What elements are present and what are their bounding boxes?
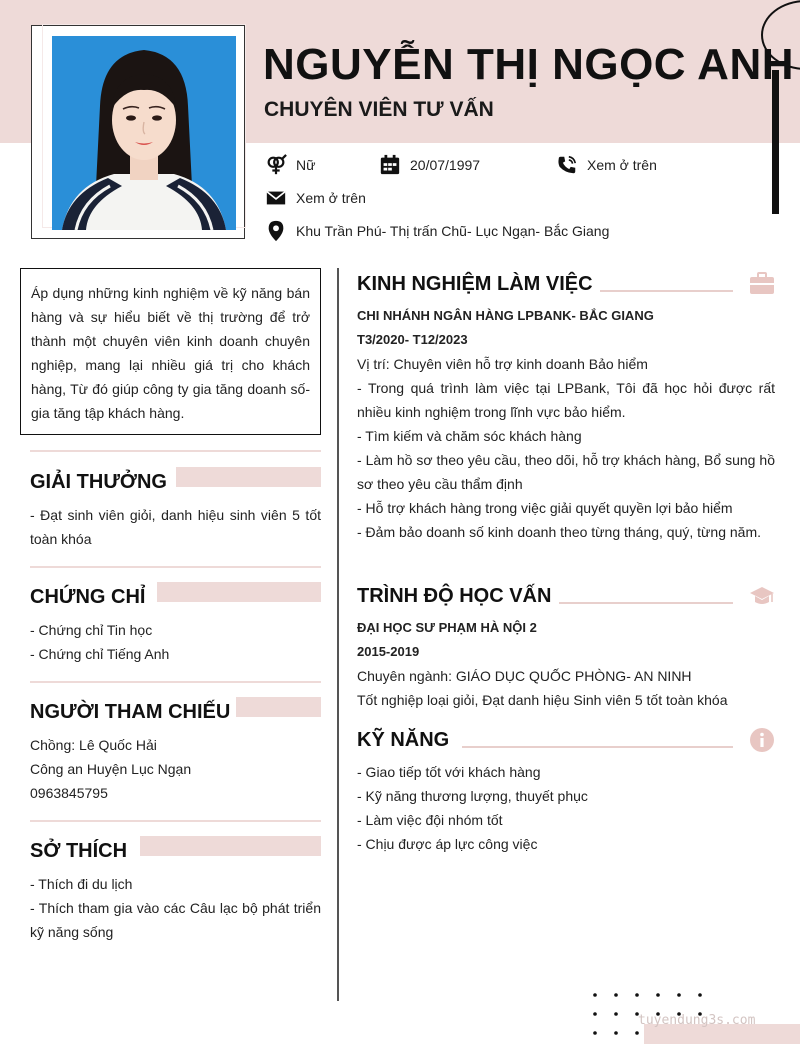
list-item: - Chứng chỉ Tin học — [30, 622, 153, 638]
education-school: ĐẠI HỌC SƯ PHẠM HÀ NỘI 2 — [357, 620, 537, 635]
info-icon — [749, 727, 775, 753]
birthday-row — [379, 154, 480, 176]
certificates-title: CHỨNG CHỈ — [30, 586, 146, 608]
birthday-value: 20/07/1997 — [410, 157, 481, 173]
certificates-list — [30, 618, 321, 666]
calendar-icon — [379, 154, 401, 176]
skill-item: - Chịu được áp lực công việc — [357, 836, 538, 852]
references-title-bar — [236, 697, 321, 717]
list-item: - Thích đi du lịch — [30, 876, 133, 892]
divider — [30, 820, 321, 822]
address-value: Khu Trần Phú- Thị trấn Chũ- Lục Ngạn- Bắc Giang — [296, 223, 610, 239]
gender-value: Nữ — [296, 157, 316, 173]
list-item: - Chứng chỉ Tiếng Anh — [30, 646, 170, 662]
certificates-title-bar — [157, 582, 321, 602]
divider — [30, 566, 321, 568]
portrait-illustration — [52, 36, 236, 230]
hobbies-list — [30, 872, 321, 944]
experience-title-line — [600, 290, 733, 292]
education-details — [357, 664, 775, 712]
phone-icon — [556, 154, 578, 176]
experience-line: - Làm hồ sơ theo yêu cầu, theo dõi, hỗ trợ khách hàng, Bổ sung hồ sơ theo yêu cầu thẩm định — [357, 452, 775, 492]
experience-line: - Tìm kiếm và chăm sóc khách hàng — [357, 428, 582, 444]
experience-company: CHI NHÁNH NGÂN HÀNG LPBANK- BẮC GIANG — [357, 308, 654, 323]
graduation-cap-icon — [749, 583, 775, 609]
experience-line: - Trong quá trình làm việc tại LPBank, Tôi đã học hỏi được rất nhiều kinh nghiệm trong lĩnh vực bảo hiểm. — [357, 380, 775, 420]
education-title-line — [559, 602, 733, 604]
email-value: Xem ở trên — [296, 190, 366, 206]
watermark: tuyendung3s.com — [638, 1013, 756, 1028]
email-row — [265, 187, 366, 209]
experience-period: T3/2020- T12/2023 — [357, 332, 468, 347]
envelope-icon — [265, 187, 287, 209]
gender-icon — [265, 154, 287, 176]
awards-title-bar — [176, 467, 321, 487]
education-title: TRÌNH ĐỘ HỌC VẤN — [357, 585, 552, 607]
candidate-name: NGUYỄN THỊ NGỌC ANH — [263, 40, 794, 89]
education-line: Chuyên ngành: GIÁO DỤC QUỐC PHÒNG- AN NINH — [357, 668, 692, 684]
job-title: CHUYÊN VIÊN TƯ VẤN — [264, 98, 494, 121]
phone-value: Xem ở trên — [587, 157, 657, 173]
briefcase-icon — [749, 271, 775, 297]
gender-row — [265, 154, 315, 176]
references-title: NGƯỜI THAM CHIẾU — [30, 701, 231, 723]
divider — [30, 681, 321, 683]
hobbies-title: SỞ THÍCH — [30, 840, 128, 862]
skill-item: - Làm việc đội nhóm tốt — [357, 812, 503, 828]
profile-photo — [52, 36, 236, 230]
experience-line: - Hỗ trợ khách hàng trong việc giải quyết quyền lợi bảo hiểm — [357, 500, 733, 516]
skill-item: - Giao tiếp tốt với khách hàng — [357, 764, 541, 780]
divider — [30, 450, 321, 452]
list-item: - Thích tham gia vào các Câu lạc bộ phát triển kỹ năng sống — [30, 900, 321, 940]
education-line: Tốt nghiệp loại giỏi, Đạt danh hiệu Sinh viên 5 tốt toàn khóa — [357, 692, 728, 708]
awards-text: - Đạt sinh viên giỏi, danh hiệu sinh viên 5 tốt toàn khóa — [30, 507, 321, 547]
skill-item: - Kỹ năng thương lượng, thuyết phục — [357, 788, 588, 804]
column-divider — [337, 268, 339, 1001]
hobbies-title-bar — [140, 836, 321, 856]
experience-title: KINH NGHIỆM LÀM VIỆC — [357, 273, 593, 295]
reference-line: Công an Huyện Lục Ngạn — [30, 761, 192, 777]
decorative-bar — [772, 70, 779, 214]
experience-line: - Đảm bảo doanh số kinh doanh theo từng tháng, quý, từng năm. — [357, 524, 762, 540]
education-period: 2015-2019 — [357, 644, 420, 659]
address-row — [265, 220, 609, 242]
skills-title: KỸ NĂNG — [357, 729, 450, 751]
awards-title: GIẢI THƯỞNG — [30, 471, 167, 493]
reference-phone: 0963845795 — [30, 785, 108, 801]
skills-list — [357, 760, 775, 856]
experience-line: Vị trí: Chuyên viên hỗ trợ kinh doanh Bảo hiểm — [357, 356, 648, 372]
map-pin-icon — [265, 220, 287, 242]
phone-row — [556, 154, 657, 176]
experience-details — [357, 352, 775, 544]
references-list — [30, 733, 321, 805]
reference-line: Chồng: Lê Quốc Hải — [30, 737, 157, 753]
career-objective: Áp dụng những kinh nghiệm về kỹ năng bán hàng và sự hiểu biết về thị trường để trở thành một chuyên viên kinh doanh chuyên nghiệp, mang lại nhiều giá trị cho khách hàng, Từ đó giúp công ty gia tăng doanh số- gia tăng tập khách hàng. — [20, 268, 321, 435]
skills-title-line — [462, 746, 733, 748]
